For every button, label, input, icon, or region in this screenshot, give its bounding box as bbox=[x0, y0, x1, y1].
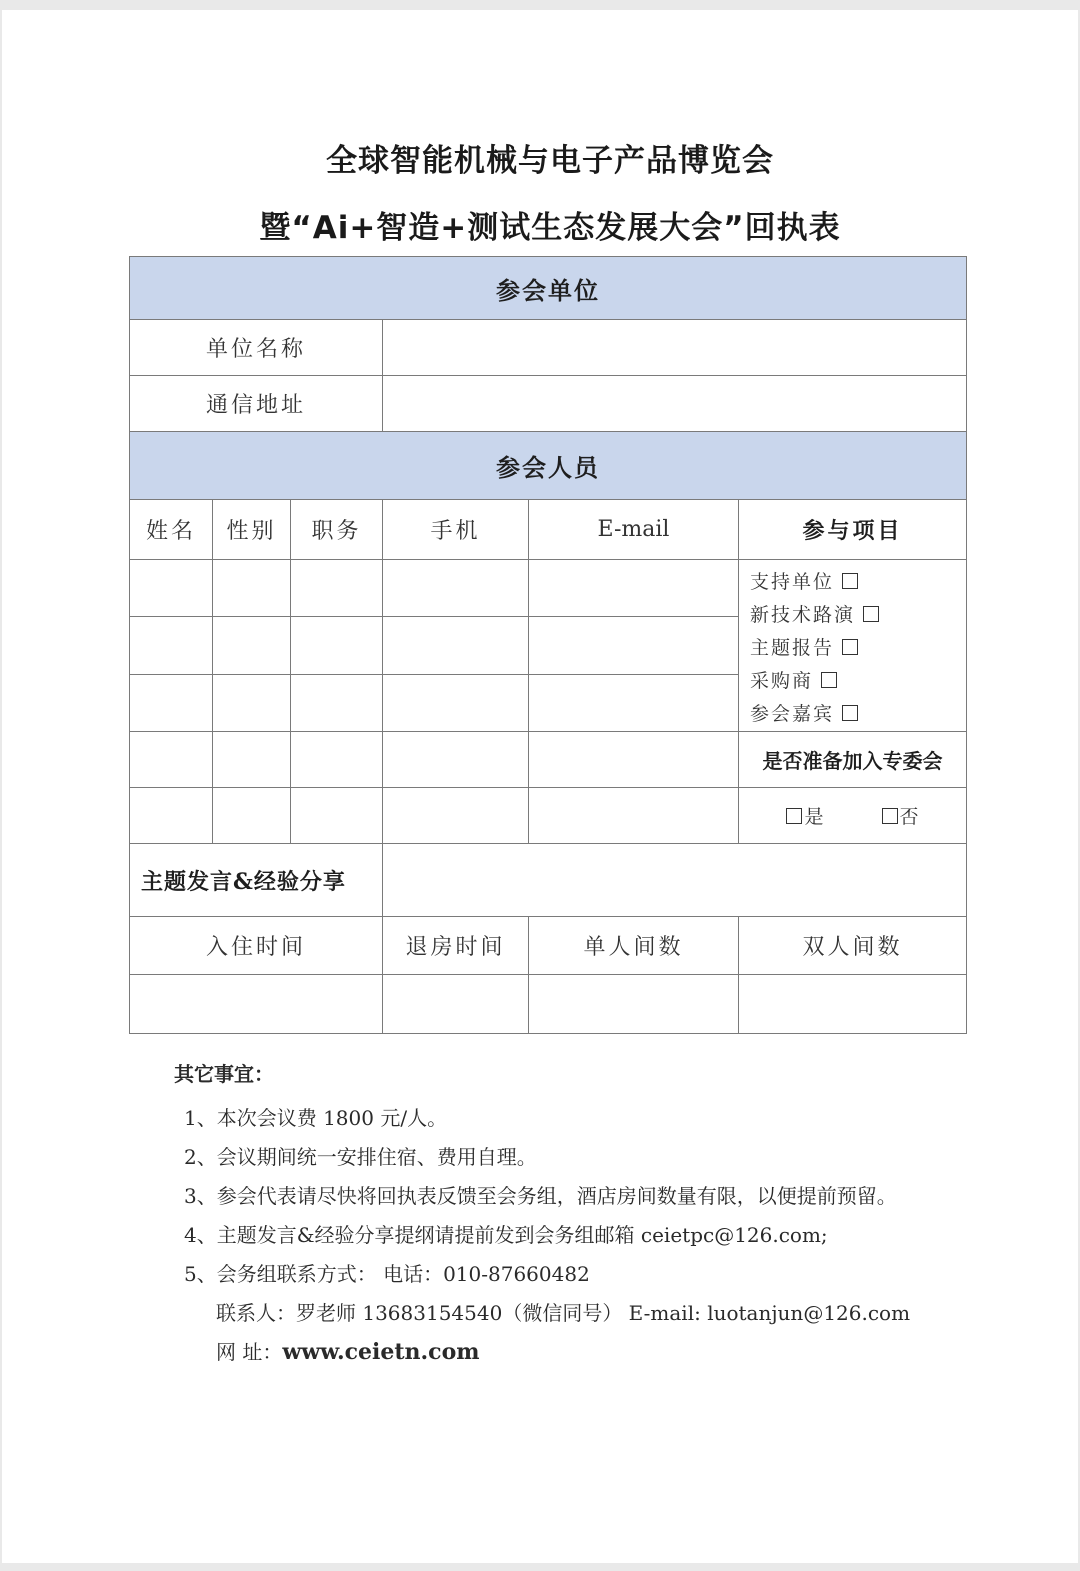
col-single-rooms: 单人间数 bbox=[529, 917, 739, 975]
checkin-field[interactable] bbox=[130, 975, 383, 1034]
other-matters bbox=[174, 1058, 910, 1372]
attendee-email-cell[interactable] bbox=[529, 560, 739, 617]
website-link[interactable]: www.ceietn.com bbox=[282, 1339, 480, 1365]
website-line bbox=[174, 1333, 910, 1372]
col-phone: 手机 bbox=[383, 500, 529, 560]
attendee-name-cell[interactable] bbox=[130, 674, 213, 731]
option-sponsor[interactable]: 支持单位 bbox=[750, 566, 966, 599]
attendee-email-cell[interactable] bbox=[529, 788, 739, 844]
section-unit-header: 参会单位 bbox=[130, 257, 967, 320]
attendee-position-cell[interactable] bbox=[291, 788, 383, 844]
col-gender: 性别 bbox=[213, 500, 291, 560]
col-name: 姓名 bbox=[130, 500, 213, 560]
address-label: 通信地址 bbox=[130, 376, 383, 432]
attendee-name-cell[interactable] bbox=[130, 617, 213, 674]
yes-option[interactable]: 是 bbox=[786, 806, 823, 828]
section-people-header: 参会人员 bbox=[130, 432, 967, 500]
checkbox-icon[interactable] bbox=[882, 808, 898, 824]
attendee-email-cell[interactable] bbox=[529, 617, 739, 674]
registration-form-table bbox=[129, 256, 967, 1034]
attendee-position-cell[interactable] bbox=[291, 674, 383, 731]
checkbox-icon[interactable] bbox=[821, 672, 837, 688]
checkbox-icon[interactable] bbox=[842, 573, 858, 589]
contact-line: 联系人：罗老师 13683154540（微信同号） E-mail: luotanjun@126.com bbox=[216, 1301, 911, 1325]
attendee-gender-cell[interactable] bbox=[213, 617, 291, 674]
no-option[interactable]: 否 bbox=[882, 806, 919, 828]
speech-field[interactable] bbox=[383, 844, 967, 917]
attendee-name-cell[interactable] bbox=[130, 732, 213, 788]
option-tech-roadshow[interactable]: 新技术路演 bbox=[750, 599, 966, 632]
checkbox-icon[interactable] bbox=[842, 639, 858, 655]
option-guest[interactable]: 参会嘉宾 bbox=[750, 698, 966, 731]
checkout-field[interactable] bbox=[383, 975, 529, 1034]
attendee-email-cell[interactable] bbox=[529, 732, 739, 788]
attendee-phone-cell[interactable] bbox=[383, 674, 529, 731]
attendee-position-cell[interactable] bbox=[291, 560, 383, 617]
col-checkout: 退房时间 bbox=[383, 917, 529, 975]
attendee-gender-cell[interactable] bbox=[213, 788, 291, 844]
attendee-name-cell[interactable] bbox=[130, 560, 213, 617]
attendee-position-cell[interactable] bbox=[291, 732, 383, 788]
col-position: 职务 bbox=[291, 500, 383, 560]
attendee-gender-cell[interactable] bbox=[213, 560, 291, 617]
note-item: 3、参会代表请尽快将回执表反馈至会务组，酒店房间数量有限，以便提前预留。 bbox=[184, 1184, 897, 1208]
attendee-email-cell[interactable] bbox=[529, 674, 739, 731]
double-rooms-field[interactable] bbox=[739, 975, 967, 1034]
attendee-name-cell[interactable] bbox=[130, 788, 213, 844]
col-project: 参与项目 bbox=[739, 500, 967, 560]
col-double-rooms: 双人间数 bbox=[739, 917, 967, 975]
col-checkin: 入住时间 bbox=[130, 917, 383, 975]
note-item: 4、主题发言&经验分享提纲请提前发到会务组邮箱 ceietpc@126.com; bbox=[184, 1223, 828, 1247]
note-item: 1、本次会议费 1800 元/人。 bbox=[184, 1106, 448, 1130]
notes-title: 其它事宜： bbox=[174, 1062, 274, 1086]
committee-label: 是否准备加入专委会 bbox=[739, 732, 967, 788]
col-email: E-mail bbox=[529, 500, 739, 560]
note-item: 2、会议期间统一安排住宿、费用自理。 bbox=[184, 1145, 537, 1169]
project-options bbox=[739, 560, 967, 732]
website-label: 网 址： bbox=[216, 1340, 283, 1364]
option-keynote[interactable]: 主题报告 bbox=[750, 632, 966, 665]
attendee-position-cell[interactable] bbox=[291, 617, 383, 674]
title-line-2: 暨“Ai+智造+测试生态发展大会”回执表 bbox=[259, 210, 841, 246]
speech-label: 主题发言&经验分享 bbox=[130, 844, 383, 917]
checkbox-icon[interactable] bbox=[863, 606, 879, 622]
address-field[interactable] bbox=[383, 376, 967, 432]
attendee-gender-cell[interactable] bbox=[213, 732, 291, 788]
unit-name-label: 单位名称 bbox=[130, 320, 383, 376]
option-buyer[interactable]: 采购商 bbox=[750, 665, 966, 698]
single-rooms-field[interactable] bbox=[529, 975, 739, 1034]
attendee-phone-cell[interactable] bbox=[383, 732, 529, 788]
attendee-phone-cell[interactable] bbox=[383, 617, 529, 674]
title-line-1: 全球智能机械与电子产品博览会 bbox=[326, 143, 774, 179]
committee-choice bbox=[739, 788, 967, 844]
attendee-gender-cell[interactable] bbox=[213, 674, 291, 731]
checkbox-icon[interactable] bbox=[842, 705, 858, 721]
attendee-phone-cell[interactable] bbox=[383, 560, 529, 617]
unit-name-field[interactable] bbox=[383, 320, 967, 376]
checkbox-icon[interactable] bbox=[786, 808, 802, 824]
note-item: 5、会务组联系方式： 电话：010-87660482 bbox=[184, 1262, 590, 1286]
attendee-phone-cell[interactable] bbox=[383, 788, 529, 844]
